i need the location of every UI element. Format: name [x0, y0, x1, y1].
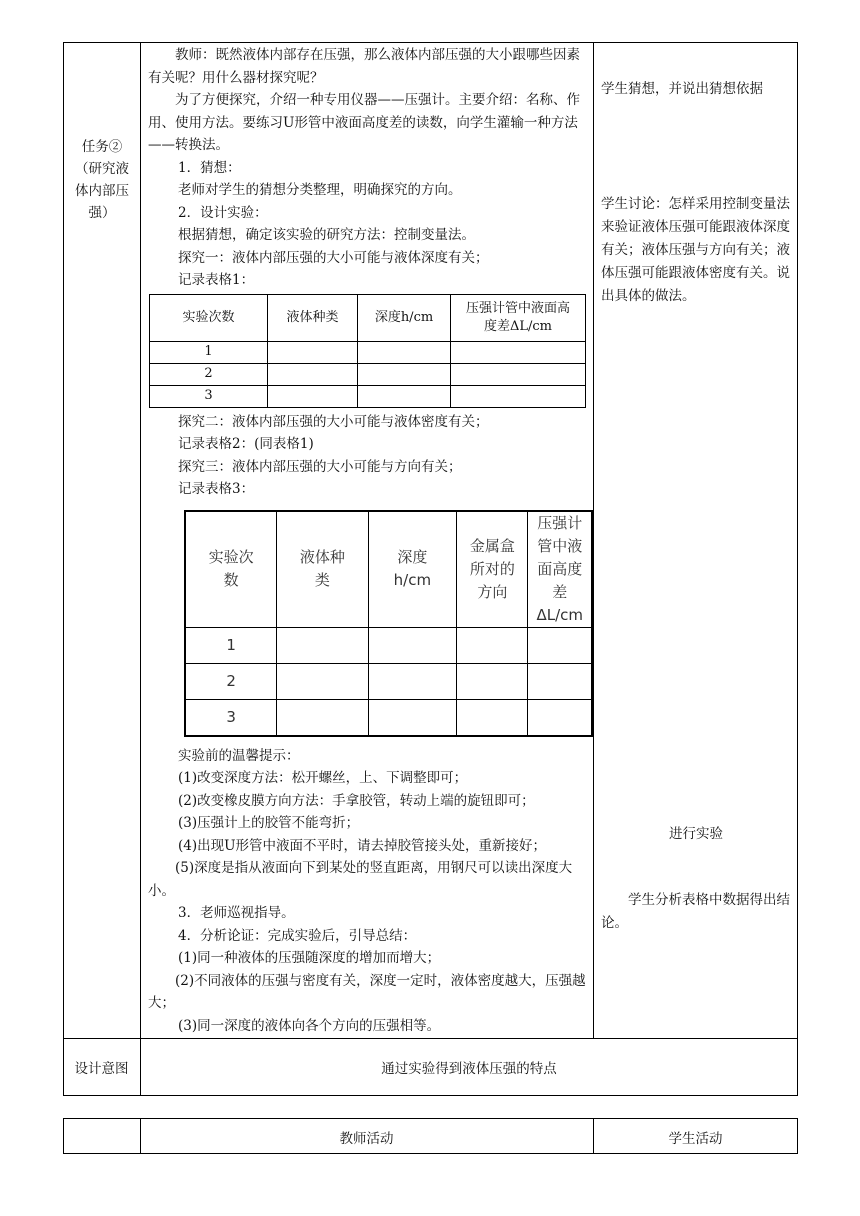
table-header-row [150, 294, 586, 341]
step-guess-title: 1．猜想： [178, 159, 241, 176]
table-cell [451, 341, 586, 363]
student-activity-header: 学生活动 [668, 1131, 723, 1147]
explore-three: 探究三：液体内部压强的大小可能与方向有关； [178, 458, 462, 475]
student-analyze-text: 学生分析表格中数据得出结论。 [601, 892, 790, 931]
table-header-cell: 深度h/cm [368, 511, 457, 628]
table-cell [457, 663, 528, 699]
table-cell: 2 [150, 363, 268, 385]
step-guess-body: 老师对学生的猜想分类整理，明确探究的方向。 [178, 182, 462, 198]
table-cell [277, 663, 368, 699]
student-experiment-text: 进行实验 [669, 826, 723, 842]
table-cell: 1 [150, 341, 268, 363]
table-cell [368, 627, 457, 663]
tips-title: 实验前的温馨提示： [178, 747, 300, 764]
table-cell [451, 385, 586, 407]
tip-item: (5)深度是指从液面向下到某处的竖直距离，用钢尺可以读出深度大小。 [148, 860, 573, 899]
table-row [185, 699, 592, 736]
table-cell [277, 627, 368, 663]
table-cell [358, 341, 451, 363]
student-guess-text: 学生猜想，并说出猜想依据 [601, 81, 763, 97]
table-cell [268, 341, 358, 363]
tip-item: (1)改变深度方法：松开螺丝，上、下调整即可； [178, 770, 468, 786]
table-cell [368, 699, 457, 736]
table-cell [528, 627, 592, 663]
table-cell [451, 363, 586, 385]
row-divider-design [63, 1038, 798, 1039]
column-divider-right [593, 42, 594, 1038]
teacher-activity-header: 教师活动 [339, 1131, 394, 1147]
table-cell: 2 [185, 663, 277, 699]
table-row [185, 627, 592, 663]
record-table-3 [184, 510, 593, 737]
table-header-cell: 压强计管中液面高度差ΔL/cm [528, 511, 592, 628]
table-header-cell: 液体种类 [277, 511, 368, 628]
task-label [64, 136, 140, 224]
student-experiment [601, 823, 791, 846]
teacher-intro: 教师：既然液体内部存在压强，那么液体内部压强的大小跟哪些因素有关呢？用什么器材探究呢？ [148, 47, 580, 86]
table-cell [368, 663, 457, 699]
table-cell: 3 [185, 699, 277, 736]
table-cell: 1 [185, 627, 277, 663]
step-design-title: 2．设计实验： [178, 204, 268, 221]
table-header-cell: 液体种类 [268, 294, 358, 341]
teacher-instrument-intro: 为了方便探究，介绍一种专用仪器——压强计。主要介绍：名称、作用、使用方法。要练习U形管中液面高度差的读数，向学生灌输一种方法——转换法。 [148, 92, 580, 153]
teacher-activity [148, 44, 588, 1037]
table-cell [528, 663, 592, 699]
task-label-line: 强） [88, 205, 116, 221]
student-discuss-text: 学生讨论：怎样采用控制变量法来验证液体压强可能跟液体深度有关；液体压强与方向有关；液体压强可能跟液体密度有关。说出具体的做法。 [601, 196, 790, 304]
tip-item: (2)改变橡皮膜方向方法：手拿胶管，转动上端的旋钮即可； [178, 792, 535, 809]
table-cell [277, 699, 368, 736]
task-label-line: 体内部压 [75, 183, 129, 199]
conclusion-item: (2)不同液体的压强与密度有关，深度一定时，液体密度越大，压强越大； [148, 972, 586, 1011]
table-cell [268, 385, 358, 407]
table-cell [358, 363, 451, 385]
table-header-cell: 实验次数 [150, 294, 268, 341]
table-header-cell: 实验次数 [185, 511, 277, 628]
conclusion-item: (1)同一种液体的压强随深度的增加而增大； [178, 950, 441, 966]
student-guess [601, 78, 791, 101]
conclusion-item: (3)同一深度的液体向各个方向的压强相等。 [178, 1017, 441, 1034]
step-design-body: 根据猜想，确定该实验的研究方法：控制变量法。 [178, 227, 475, 243]
explore-two: 探究二：液体内部压强的大小可能与液体密度有关； [178, 413, 489, 430]
table1-caption: 记录表格1： [178, 272, 255, 288]
step-guide: 3．老师巡视指导。 [178, 905, 295, 921]
student-discuss [601, 193, 791, 308]
column-divider-left [140, 42, 141, 1096]
table-cell: 3 [150, 385, 268, 407]
table-cell [457, 627, 528, 663]
table-row [185, 663, 592, 699]
table-cell [528, 699, 592, 736]
table-cell [268, 363, 358, 385]
tip-item: (3)压强计上的胶管不能弯折； [178, 815, 360, 831]
table-header-cell: 压强计管中液面高度差ΔL/cm [451, 294, 586, 341]
table-row [150, 341, 586, 363]
table2-caption: 记录表格2：(同表格1) [178, 436, 314, 452]
table3-caption: 记录表格3： [178, 481, 255, 497]
design-text: 通过实验得到液体压强的特点 [381, 1061, 557, 1077]
table-header-row [185, 511, 592, 628]
table-cell [358, 385, 451, 407]
student-analyze [601, 889, 791, 935]
task-label-line: （研究液 [75, 161, 129, 177]
table-header-cell: 深度h/cm [358, 294, 451, 341]
step-analysis: 4．分析论证：完成实验后，引导总结： [178, 927, 417, 944]
design-label: 设计意图 [74, 1061, 129, 1077]
task-label-line: 任务② [81, 139, 123, 155]
explore-one: 探究一：液体内部压强的大小可能与液体深度有关； [178, 249, 489, 266]
table-row [150, 363, 586, 385]
table-cell [457, 699, 528, 736]
record-table-1 [149, 294, 586, 408]
table-row [150, 385, 586, 407]
table-header-cell: 金属盒所对的方向 [457, 511, 528, 628]
tip-item: (4)出现U形管中液面不平时，请去掉胶管接头处，重新接好； [178, 837, 546, 854]
